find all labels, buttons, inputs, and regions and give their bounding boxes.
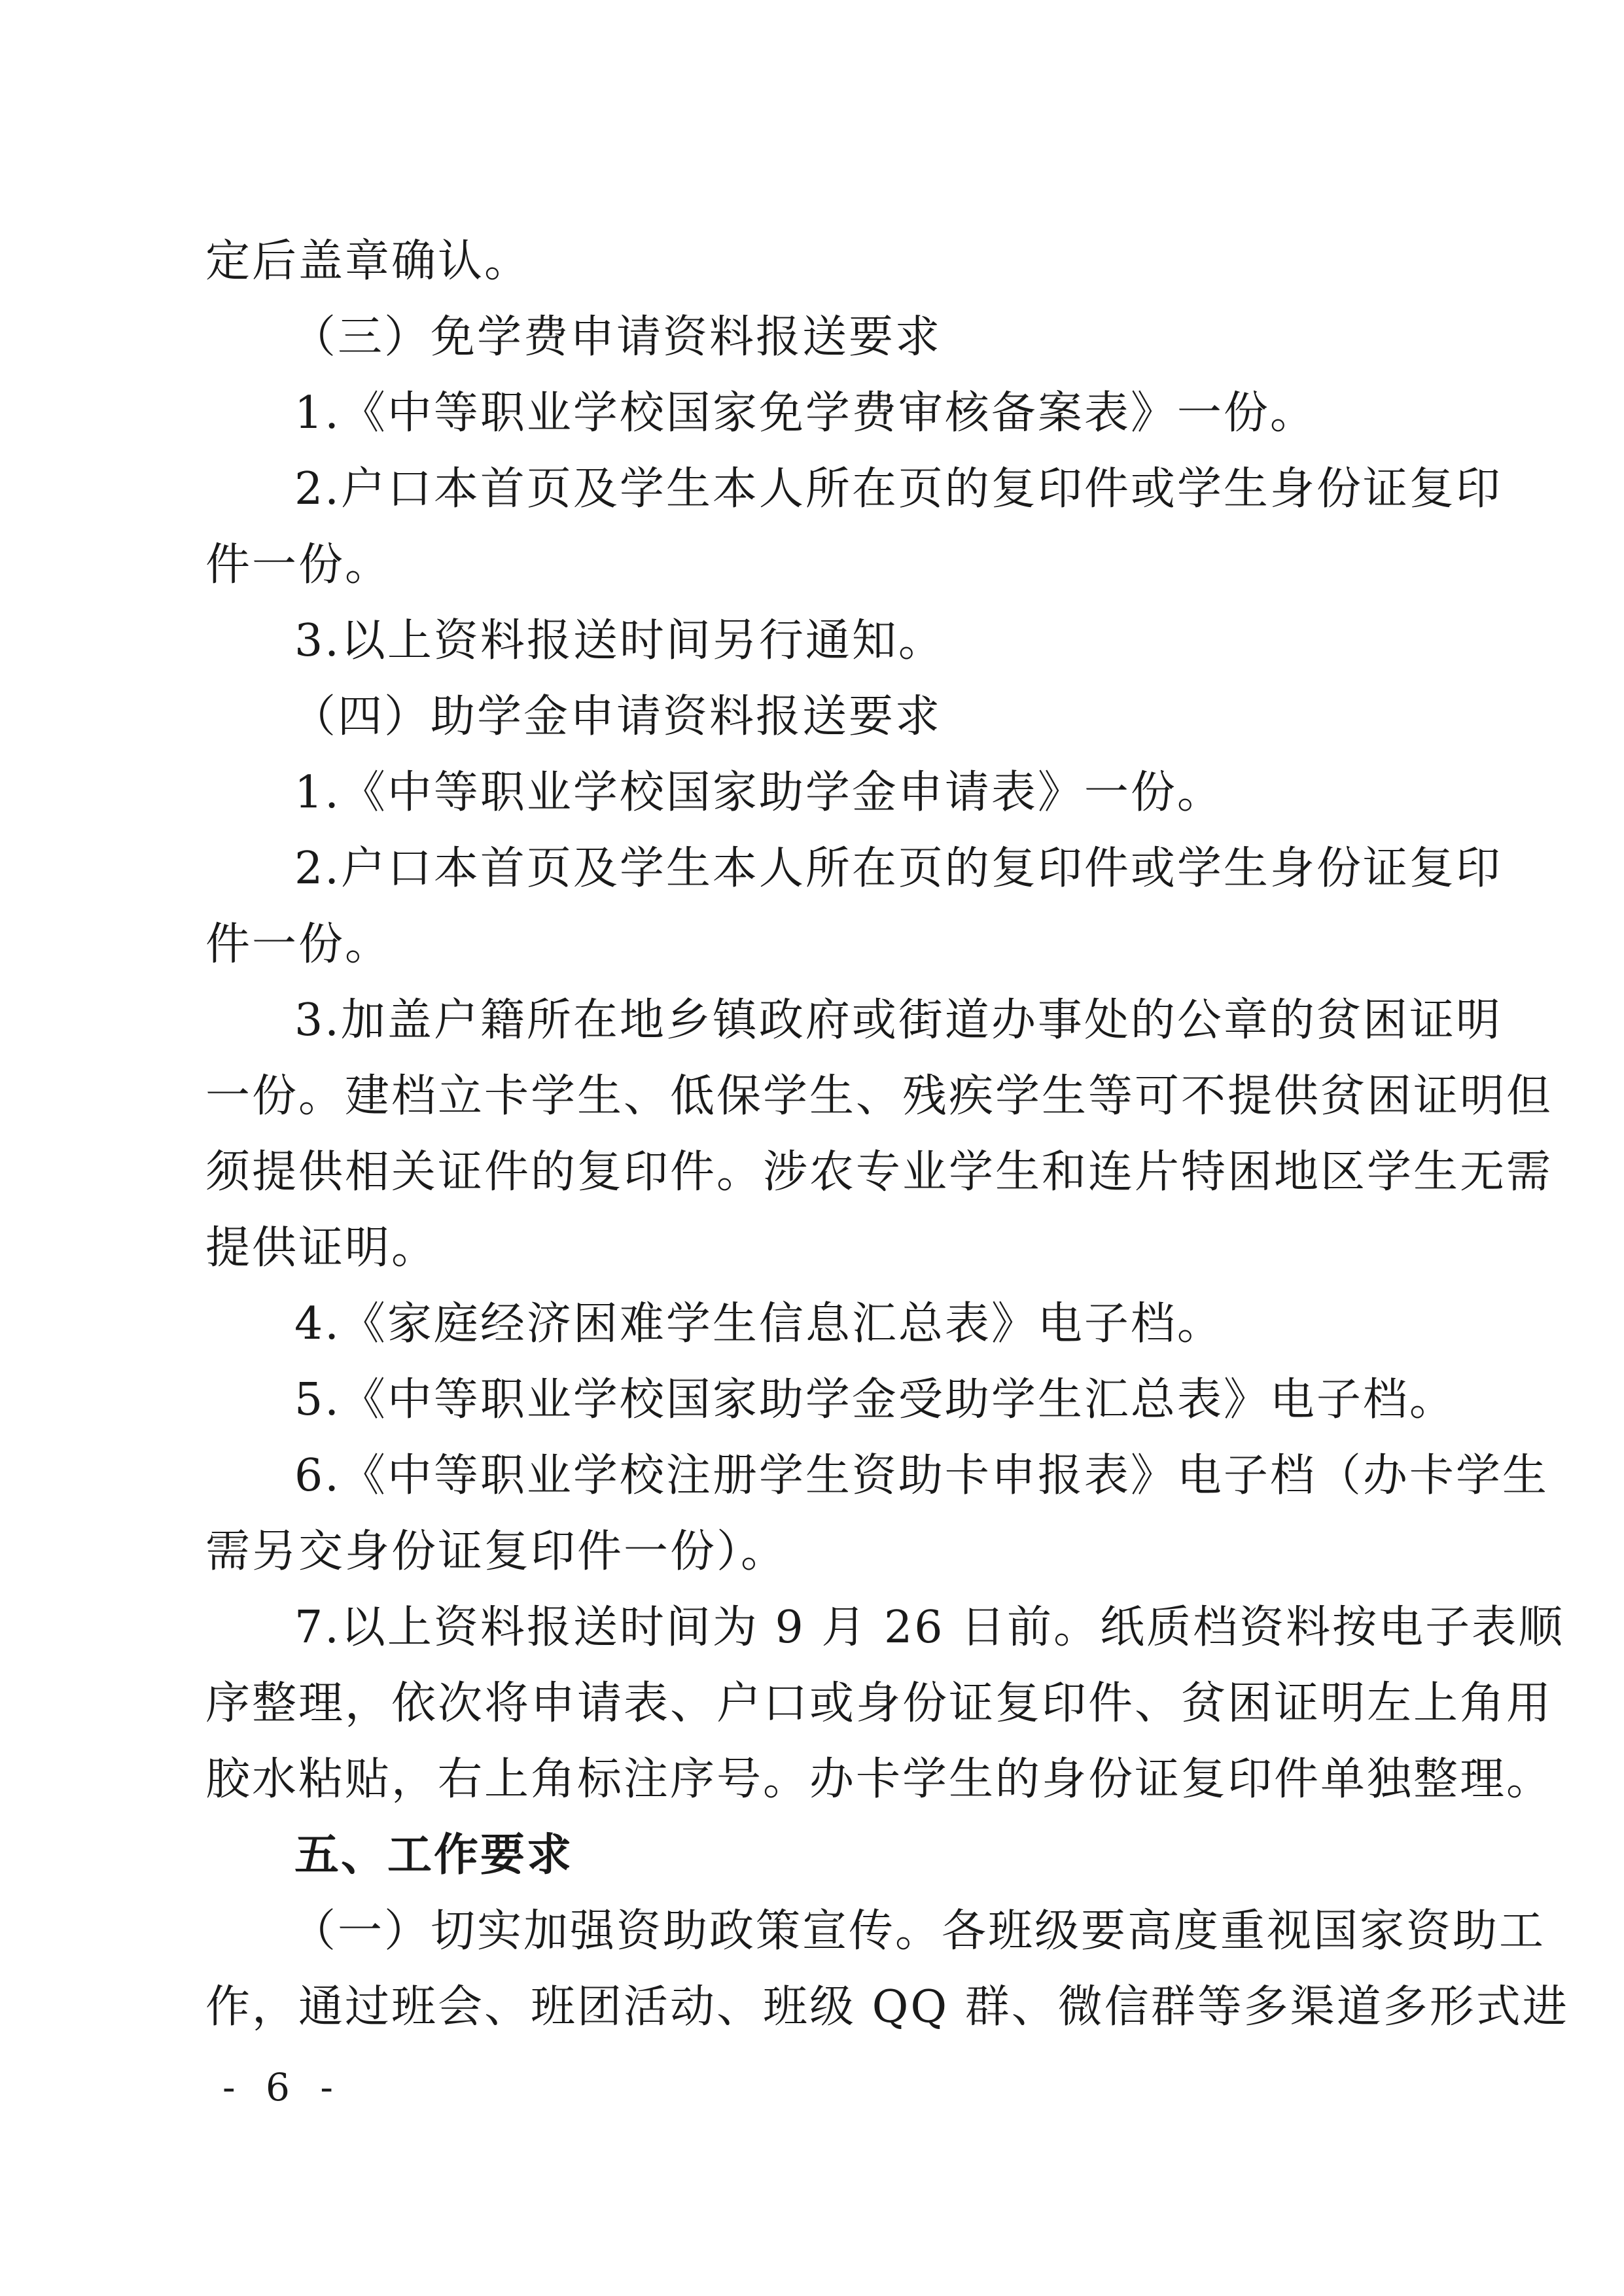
text-line: 胶水粘贴，右上角标注序号。办卡学生的身份证复印件单独整理。 bbox=[205, 1754, 1553, 1805]
text-line: 5.《中等职业学校国家助学金受助学生汇总表》电子档。 bbox=[294, 1374, 1456, 1426]
section-heading-4: （四）助学金申请资料报送要求 bbox=[291, 691, 942, 743]
page-number: - 6 - bbox=[222, 2065, 342, 2110]
section-heading-3: （三）免学费申请资料报送要求 bbox=[291, 311, 942, 363]
text-line: 件一份。 bbox=[205, 539, 392, 591]
text-line: （一）切实加强资助政策宣传。各班级要高度重视国家资助工 bbox=[291, 1905, 1546, 1957]
text-line: 1.《中等职业学校国家免学费审核备案表》一份。 bbox=[294, 387, 1316, 439]
text-line: 2.户口本首页及学生本人所在页的复印件或学生身份证复印 bbox=[294, 843, 1502, 894]
text-line: 提供证明。 bbox=[205, 1222, 438, 1274]
text-line: 须提供相关证件的复印件。涉农专业学生和连片特困地区学生无需 bbox=[205, 1146, 1553, 1198]
text-line: 3.加盖户籍所在地乡镇政府或街道办事处的公章的贫困证明 bbox=[294, 995, 1502, 1046]
text-line: 3.以上资料报送时间另行通知。 bbox=[294, 615, 945, 667]
text-line: 4.《家庭经济困难学生信息汇总表》电子档。 bbox=[294, 1298, 1224, 1350]
text-line: 1.《中等职业学校国家助学金申请表》一份。 bbox=[294, 767, 1224, 819]
text-line: 需另交身份证复印件一份）。 bbox=[205, 1526, 788, 1578]
text-line: 2.户口本首页及学生本人所在页的复印件或学生身份证复印 bbox=[294, 463, 1502, 515]
text-line: 一份。建档立卡学生、低保学生、残疾学生等可不提供贫困证明但 bbox=[205, 1070, 1553, 1122]
text-line: 序整理，依次将申请表、户口或身份证复印件、贫困证明左上角用 bbox=[205, 1678, 1553, 1729]
text-line: 6.《中等职业学校注册学生资助卡申报表》电子档（办卡学生 bbox=[294, 1450, 1549, 1502]
text-line: 作，通过班会、班团活动、班级 QQ 群、微信群等多渠道多形式进 bbox=[205, 1981, 1569, 2033]
section-heading-5: 五、工作要求 bbox=[294, 1829, 574, 1881]
text-line: 7.以上资料报送时间为 9 月 26 日前。纸质档资料按电子表顺 bbox=[294, 1602, 1565, 1653]
text-line: 定后盖章确认。 bbox=[205, 236, 531, 287]
text-line: 件一份。 bbox=[205, 919, 392, 970]
